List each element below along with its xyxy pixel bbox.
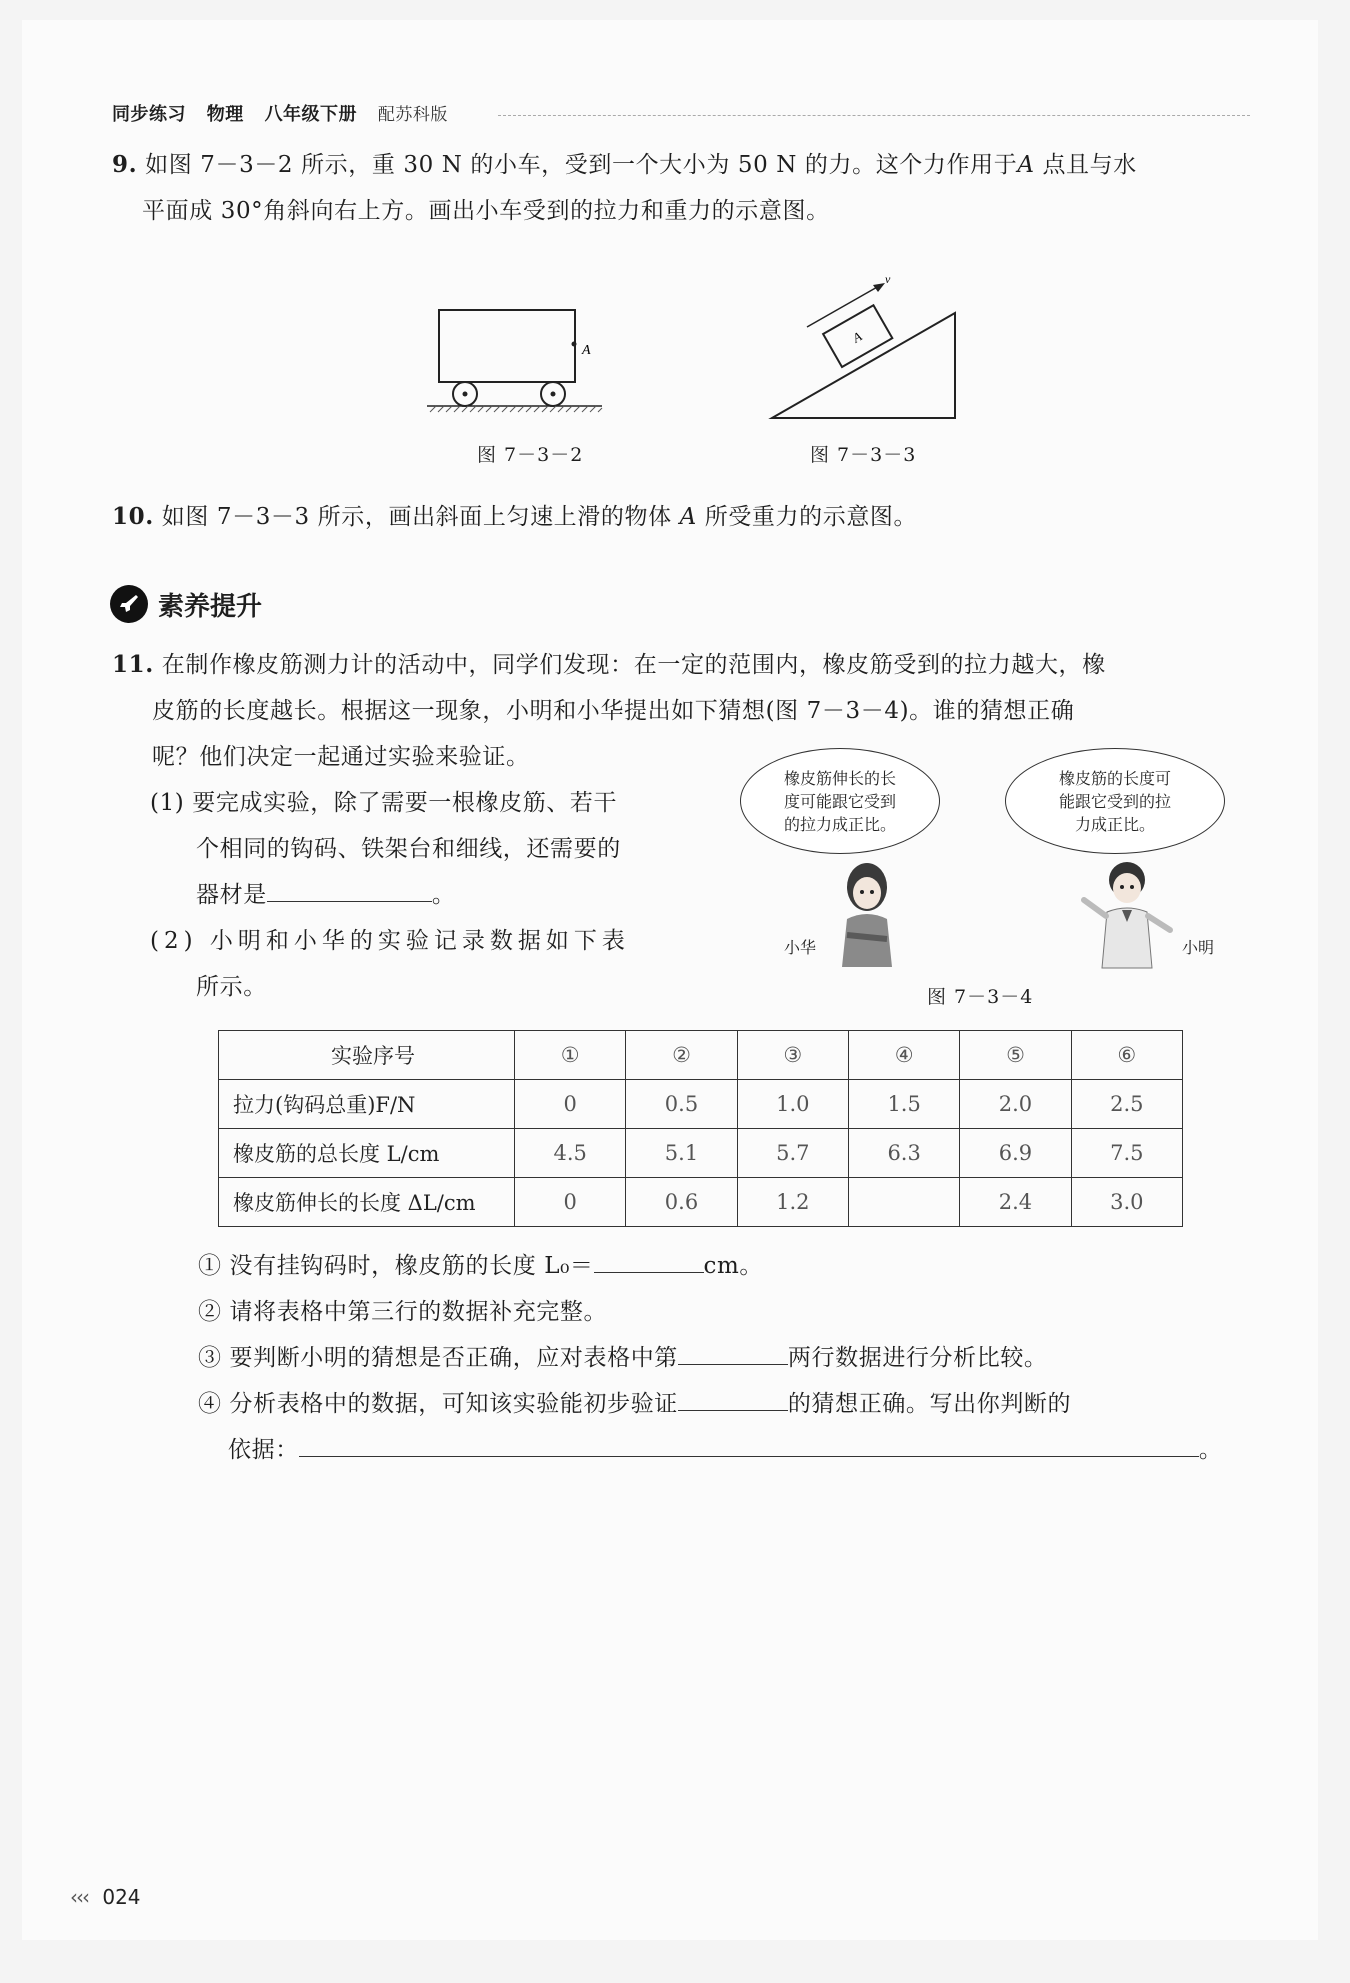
subquestion-1: ① 没有挂钩码时，橡皮筋的长度 L₀＝ cm。 [198, 1243, 1258, 1289]
figure-7-3-2-caption: 图 7－3－2 [477, 444, 584, 466]
velocity-label: v [885, 275, 891, 286]
missing-value-cell[interactable] [848, 1178, 959, 1227]
answer-blank-equipment[interactable] [267, 875, 432, 902]
back-arrows-icon: ‹‹‹ [70, 1885, 88, 1909]
workbook-page [22, 20, 1318, 1940]
section-title: 素养提升 [158, 591, 263, 622]
table-row: 实验序号 ① ② ③ ④ ⑤ ⑥ [219, 1031, 1183, 1080]
header-series: 同步练习 [112, 104, 186, 125]
header-subject: 物理 [206, 104, 244, 125]
figure-7-3-3-caption: 图 7－3－3 [810, 444, 917, 466]
question-11-subparts [198, 1243, 1258, 1473]
subquestion-2: ② 请将表格中第三行的数据补充完整。 [198, 1299, 608, 1325]
section-heading [110, 585, 262, 623]
header-edition: 配苏科版 [377, 105, 448, 125]
block-a [823, 305, 892, 367]
question-number: 11. [112, 651, 154, 678]
subquestion-3: ③ 要判断小明的猜想是否正确，应对表格中第 两行数据进行分析比较。 [198, 1335, 1258, 1381]
table-row: 橡皮筋的总长度 L/cm 4.5 5.1 5.7 6.3 6.9 7.5 [219, 1129, 1183, 1178]
xiaoming-figure [1072, 850, 1182, 975]
figure-cart [422, 290, 642, 420]
xiaoming-label: 小明 [1182, 938, 1215, 957]
figure-7-3-4-caption: 图 7－3－4 [927, 986, 1034, 1008]
subquestion-4-basis: 依据： 。 [198, 1427, 1258, 1473]
page-header [112, 100, 462, 126]
answer-blank-rows[interactable] [678, 1338, 788, 1365]
table-row: 拉力(钩码总重)F/N 0 0.5 1.0 1.5 2.0 2.5 [219, 1080, 1183, 1129]
question-9 [112, 142, 1262, 234]
question-9-line1: 9. 如图 7－3－2 所示，重 30 N 的小车，受到一个大小为 50 N 的力。这个力作用于A 点且与水 [112, 151, 1137, 178]
header-divider [498, 115, 1250, 116]
page-number: 024 [102, 1885, 141, 1909]
block-a-label: A [849, 328, 865, 346]
cart-body [439, 310, 575, 382]
figure-incline [767, 275, 967, 425]
ground-hatching [430, 406, 602, 412]
experiment-data-table [218, 1030, 1183, 1227]
header-grade: 八年级下册 [264, 104, 358, 125]
xiaoming-speech-bubble: 橡皮筋的长度可 能跟它受到的拉 力成正比。 [1005, 748, 1225, 854]
point-a-label: A [582, 343, 591, 358]
question-10: 10. 如图 7－3－3 所示，画出斜面上匀速上滑的物体 A 所受重力的示意图。 [112, 503, 918, 530]
point-a-dot [572, 342, 577, 347]
question-number: 9. [112, 151, 138, 178]
xiaohua-figure [822, 855, 912, 975]
xiaohua-label: 小华 [784, 938, 817, 957]
answer-blank-l0[interactable] [594, 1246, 704, 1273]
question-number: 10. [112, 503, 154, 530]
question-11-intro: 11. 在制作橡皮筋测力计的活动中，同学们发现：在一定的范围内，橡皮筋受到的拉力越大，橡 皮筋的长度越长。根据这一现象，小明和小华提出如下猜想(图 7－3－4)。谁的猜想正确 呢？他们决定一起通过实验来验证。 [112, 651, 1106, 770]
table-row: 橡皮筋伸长的长度 ΔL/cm 0 0.6 1.2 2.4 3.0 [219, 1178, 1183, 1227]
rocket-icon [110, 585, 148, 623]
answer-blank-basis[interactable] [299, 1430, 1199, 1457]
answer-blank-person[interactable] [678, 1384, 788, 1411]
question-11-part1: (1) 要完成实验，除了需要一根橡皮筋、若干 个相同的钩码、铁架台和细线，还需要的 器材是 。 (2) 小明和小华的实验记录数据如下表 所示。 [150, 790, 630, 1000]
subquestion-4: ④ 分析表格中的数据，可知该实验能初步验证 的猜想正确。写出你判断的 [198, 1381, 1258, 1427]
xiaohua-speech-bubble: 橡皮筋伸长的长 度可能跟它受到 的拉力成正比。 [740, 748, 940, 854]
page-footer [70, 1885, 141, 1909]
question-9-line2: 平面成 30°角斜向右上方。画出小车受到的拉力和重力的示意图。 [142, 198, 830, 224]
